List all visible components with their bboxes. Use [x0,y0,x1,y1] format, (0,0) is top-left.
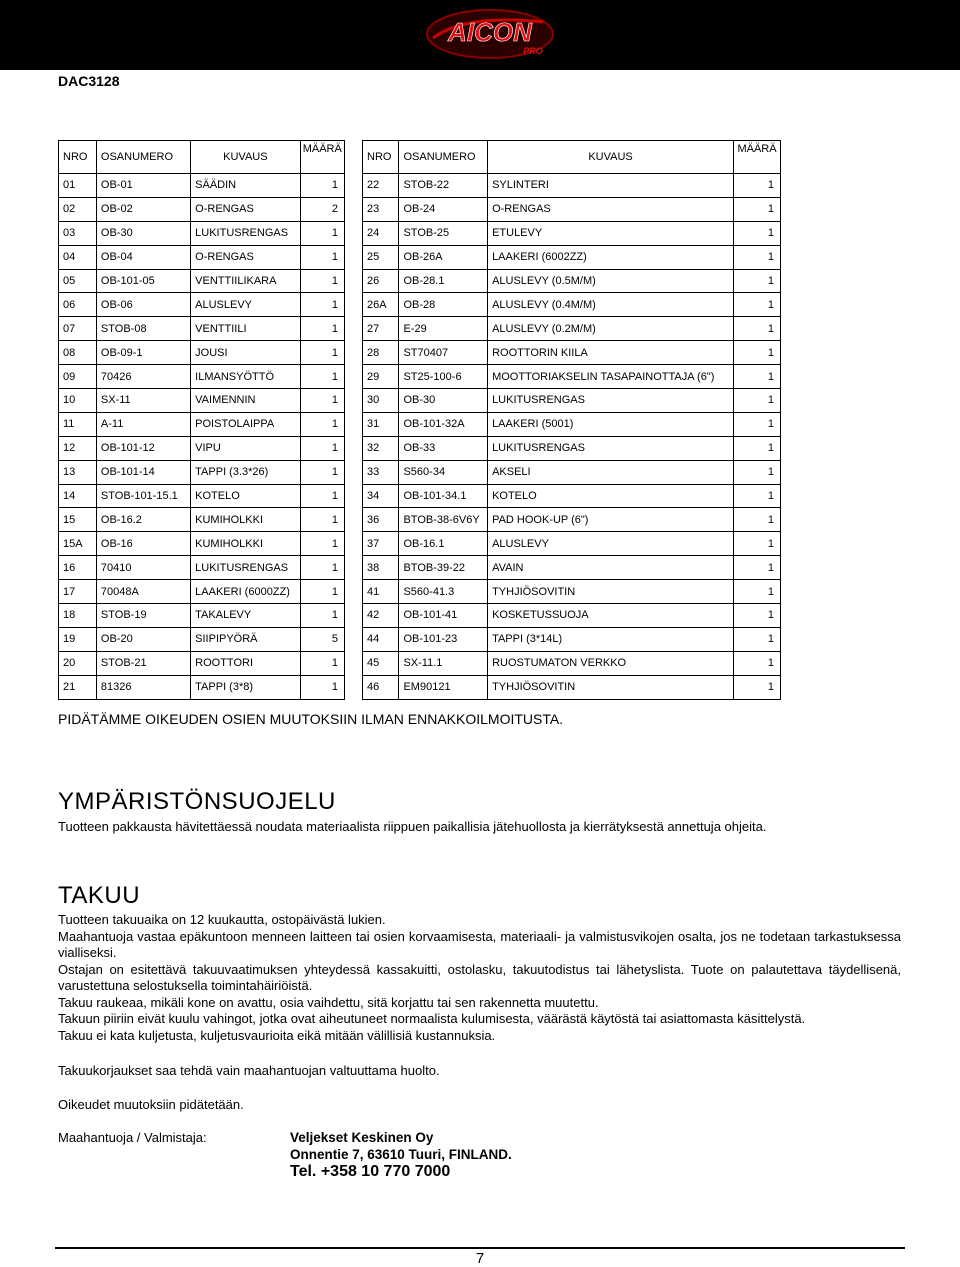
cell-nro: 33 [363,460,399,484]
header-bar [0,0,960,70]
cell-part-number: OB-101-32A [399,412,488,436]
table-row [363,627,781,651]
table-row [363,675,781,699]
cell-part-number: SX-11.1 [399,651,488,675]
cell-nro: 31 [363,412,399,436]
cell-nro: 13 [59,460,97,484]
cell-quantity: 1 [300,245,344,269]
cell-nro: 11 [59,412,97,436]
table-row [363,245,781,269]
cell-nro: 15 [59,508,97,532]
cell-part-number: OB-20 [96,627,190,651]
cell-description: AVAIN [488,556,734,580]
parts-table-left-body [59,174,345,700]
cell-nro: 46 [363,675,399,699]
cell-nro: 17 [59,580,97,604]
cell-part-number: OB-101-12 [96,436,190,460]
table-row [59,436,345,460]
cell-nro: 16 [59,556,97,580]
table-row [59,484,345,508]
cell-nro: 42 [363,604,399,628]
model-number: DAC3128 [58,73,120,89]
cell-description: KUMIHOLKKI [191,508,300,532]
cell-nro: 27 [363,317,399,341]
env-title: YMPÄRISTÖNSUOJELU [58,788,336,815]
cell-part-number: OB-16 [96,532,190,556]
parts-table-left [58,140,345,700]
cell-description: ALUSLEVY (0.5M/M) [488,269,734,293]
cell-description: LAAKERI (6002ZZ) [488,245,734,269]
cell-nro: 09 [59,365,97,389]
cell-quantity: 1 [734,389,781,413]
cell-nro: 38 [363,556,399,580]
table-row [363,341,781,365]
cell-nro: 12 [59,436,97,460]
cell-description: VAIMENNIN [191,389,300,413]
warranty-repairs [58,1063,901,1080]
cell-quantity: 1 [300,269,344,293]
table-row [59,675,345,699]
cell-description: MOOTTORIAKSELIN TASAPAINOTTAJA (6") [488,365,734,389]
cell-quantity: 1 [734,604,781,628]
cell-description: O-RENGAS [191,197,300,221]
cell-quantity: 1 [300,436,344,460]
cell-quantity: 1 [300,365,344,389]
table-row [363,651,781,675]
warranty-text [58,912,901,1044]
table-row [363,269,781,293]
table-row [363,532,781,556]
cell-quantity: 1 [734,675,781,699]
cell-description: LAAKERI (6000ZZ) [191,580,300,604]
cell-quantity: 1 [300,604,344,628]
cell-quantity: 1 [734,580,781,604]
table-row [363,389,781,413]
header-nro: NRO [363,141,399,174]
cell-quantity: 1 [300,460,344,484]
cell-quantity: 1 [300,556,344,580]
cell-part-number: 70426 [96,365,190,389]
cell-description: LAAKERI (5001) [488,412,734,436]
cell-part-number: OB-101-23 [399,627,488,651]
header-desc: KUVAUS [191,141,300,174]
cell-description: ALUSLEVY (0.4M/M) [488,293,734,317]
cell-quantity: 1 [300,484,344,508]
cell-part-number: OB-16.2 [96,508,190,532]
cell-nro: 22 [363,174,399,198]
cell-description: AKSELI [488,460,734,484]
table-row [363,580,781,604]
cell-quantity: 1 [734,341,781,365]
cell-quantity: 1 [734,627,781,651]
cell-nro: 10 [59,389,97,413]
cell-description: VIPU [191,436,300,460]
cell-quantity: 1 [300,317,344,341]
footer-divider [55,1247,905,1249]
page-number: 7 [475,1250,485,1267]
cell-part-number: A-11 [96,412,190,436]
warranty-title: TAKUU [58,882,141,909]
cell-quantity: 1 [734,365,781,389]
table-row [363,293,781,317]
cell-description: ILMANSYÖTTÖ [191,365,300,389]
table-row [59,389,345,413]
cell-part-number: OB-16.1 [399,532,488,556]
cell-description: ALUSLEVY (0.2M/M) [488,317,734,341]
cell-nro: 18 [59,604,97,628]
svg-text:AICON: AICON [448,17,532,47]
cell-quantity: 1 [300,341,344,365]
env-text [58,819,901,836]
cell-description: TAPPI (3*14L) [488,627,734,651]
cell-nro: 23 [363,197,399,221]
cell-nro: 29 [363,365,399,389]
table-row [59,293,345,317]
cell-description: PAD HOOK-UP (6") [488,508,734,532]
table-row [59,269,345,293]
cell-part-number: STOB-08 [96,317,190,341]
cell-nro: 07 [59,317,97,341]
aicon-logo [425,8,555,60]
cell-nro: 30 [363,389,399,413]
cell-nro: 24 [363,221,399,245]
cell-description: ALUSLEVY [191,293,300,317]
cell-part-number: BTOB-38-6V6Y [399,508,488,532]
table-row [59,556,345,580]
cell-part-number: STOB-19 [96,604,190,628]
importer-name: Veljekset Keskinen Oy [290,1130,434,1145]
cell-nro: 26 [363,269,399,293]
cell-part-number: EM90121 [399,675,488,699]
cell-nro: 20 [59,651,97,675]
cell-quantity: 1 [300,651,344,675]
cell-part-number: 70410 [96,556,190,580]
parts-table-right-body [363,174,781,700]
cell-nro: 14 [59,484,97,508]
cell-part-number: 70048A [96,580,190,604]
cell-part-number: BTOB-39-22 [399,556,488,580]
table-row [59,365,345,389]
cell-quantity: 1 [300,174,344,198]
cell-nro: 03 [59,221,97,245]
cell-part-number: OB-101-14 [96,460,190,484]
header-qty: MÄÄRÄ [734,141,781,174]
cell-description: LUKITUSRENGAS [488,389,734,413]
cell-quantity: 1 [734,651,781,675]
cell-description: RUOSTUMATON VERKKO [488,651,734,675]
importer-phone: Tel. +358 10 770 7000 [290,1163,451,1180]
cell-nro: 32 [363,436,399,460]
cell-quantity: 1 [734,508,781,532]
cell-part-number: OB-30 [399,389,488,413]
cell-quantity: 1 [734,293,781,317]
cell-part-number: S560-41.3 [399,580,488,604]
cell-quantity: 1 [734,484,781,508]
table-row [363,365,781,389]
table-header-row [363,141,781,174]
cell-description: ROOTTORI [191,651,300,675]
table-row [363,197,781,221]
cell-part-number: OB-01 [96,174,190,198]
svg-text:PRO: PRO [523,46,543,56]
cell-description: KOTELO [191,484,300,508]
cell-nro: 04 [59,245,97,269]
cell-nro: 28 [363,341,399,365]
header-part: OSANUMERO [96,141,190,174]
header-desc: KUVAUS [488,141,734,174]
cell-description: LUKITUSRENGAS [488,436,734,460]
cell-part-number: OB-30 [96,221,190,245]
table-row [363,412,781,436]
cell-quantity: 1 [300,580,344,604]
cell-description: SYLINTERI [488,174,734,198]
cell-part-number: OB-33 [399,436,488,460]
warranty-paragraph: Ostajan on esitettävä takuuvaatimuksen yhteydessä kassakuitti, ostolasku, takuutodistus tai lähetyslista. Tuote on palautettava täydellisenä, varustettuna selostuksella toimintahäiriöistä. [58,961,901,993]
cell-description: TAPPI (3.3*26) [191,460,300,484]
table-row [59,221,345,245]
table-row [363,221,781,245]
table-row [59,508,345,532]
table-row [363,604,781,628]
cell-quantity: 1 [734,174,781,198]
cell-description: ETULEVY [488,221,734,245]
cell-quantity: 1 [300,293,344,317]
table-row [59,341,345,365]
table-row [363,460,781,484]
cell-quantity: 1 [300,508,344,532]
warranty-paragraph: Takuu raukeaa, mikäli kone on avattu, osia vaihdettu, sitä korjattu tai sen rakennetta muutettu. [58,994,599,1010]
cell-quantity: 1 [734,245,781,269]
cell-part-number: STOB-25 [399,221,488,245]
cell-nro: 02 [59,197,97,221]
header-qty: MÄÄRÄ [300,141,344,174]
table-row [59,627,345,651]
table-row [59,245,345,269]
header-nro: NRO [59,141,97,174]
cell-nro: 19 [59,627,97,651]
cell-quantity: 1 [300,675,344,699]
cell-description: TYHJIÖSOVITIN [488,580,734,604]
table-row [59,174,345,198]
importer-info [290,1129,512,1180]
cell-quantity: 1 [734,221,781,245]
cell-nro: 37 [363,532,399,556]
cell-quantity: 1 [300,412,344,436]
cell-description: O-RENGAS [488,197,734,221]
cell-part-number: 81326 [96,675,190,699]
table-row [363,556,781,580]
cell-nro: 06 [59,293,97,317]
env-paragraph: Tuotteen pakkausta hävitettäessä noudata materiaalista riippuen paikallisia jätehuollosta ja kierrätyksestä annettuja ohjeita. [58,819,767,834]
cell-part-number: OB-02 [96,197,190,221]
cell-nro: 34 [363,484,399,508]
cell-part-number: OB-26A [399,245,488,269]
table-row [363,436,781,460]
cell-nro: 01 [59,174,97,198]
cell-quantity: 5 [300,627,344,651]
table-row [59,460,345,484]
rights-reserved-text: Oikeudet muutoksiin pidätetään. [58,1097,244,1112]
rights-reserved [58,1097,901,1114]
cell-description: KOSKETUSSUOJA [488,604,734,628]
cell-description: ALUSLEVY [488,532,734,556]
cell-part-number: STOB-101-15.1 [96,484,190,508]
cell-description: LUKITUSRENGAS [191,556,300,580]
cell-description: KOTELO [488,484,734,508]
notice-text: PIDÄTÄMME OIKEUDEN OSIEN MUUTOKSIIN ILMAN ENNAKKOILMOITUSTA. [58,711,564,727]
cell-quantity: 1 [300,532,344,556]
cell-nro: 05 [59,269,97,293]
cell-part-number: OB-04 [96,245,190,269]
cell-quantity: 1 [300,221,344,245]
table-row [59,651,345,675]
warranty-paragraph: Takuu ei kata kuljetusta, kuljetusvaurioita eikä mitään välillisiä kustannuksia. [58,1027,496,1043]
cell-quantity: 1 [734,532,781,556]
table-row [59,317,345,341]
cell-nro: 21 [59,675,97,699]
cell-part-number: SX-11 [96,389,190,413]
cell-description: SIIPIPYÖRÄ [191,627,300,651]
cell-part-number: OB-06 [96,293,190,317]
cell-description: POISTOLAIPPA [191,412,300,436]
cell-part-number: OB-101-34.1 [399,484,488,508]
warranty-paragraph: Tuotteen takuuaika on 12 kuukautta, ostopäivästä lukien. [58,912,386,927]
cell-description: O-RENGAS [191,245,300,269]
table-row [59,532,345,556]
cell-description: TYHJIÖSOVITIN [488,675,734,699]
cell-quantity: 1 [734,460,781,484]
cell-quantity: 1 [734,556,781,580]
table-row [363,317,781,341]
cell-nro: 36 [363,508,399,532]
table-row [363,508,781,532]
cell-description: VENTTIILI [191,317,300,341]
cell-quantity: 1 [734,317,781,341]
cell-nro: 26A [363,293,399,317]
cell-part-number: ST70407 [399,341,488,365]
cell-part-number: S560-34 [399,460,488,484]
cell-nro: 41 [363,580,399,604]
cell-quantity: 1 [300,389,344,413]
table-row [59,197,345,221]
importer-label: Maahantuoja / Valmistaja: [58,1130,207,1145]
cell-description: ROOTTORIN KIILA [488,341,734,365]
cell-quantity: 2 [300,197,344,221]
cell-nro: 45 [363,651,399,675]
cell-part-number: ST25-100-6 [399,365,488,389]
cell-part-number: OB-24 [399,197,488,221]
cell-part-number: OB-28.1 [399,269,488,293]
warranty-paragraph: Takuun piiriin eivät kuulu vahingot, jotka ovat aiheutuneet normaalista kulumisesta, väärästä käytöstä tai asiattomasta käsittelystä. [58,1011,806,1026]
cell-description: LUKITUSRENGAS [191,221,300,245]
cell-nro: 44 [363,627,399,651]
table-row [59,580,345,604]
header-part: OSANUMERO [399,141,488,174]
parts-table-right [362,140,781,700]
cell-quantity: 1 [734,412,781,436]
warranty-paragraph: Maahantuoja vastaa epäkuntoon menneen laitteen tai osien korvaamisesta, materiaali- ja valmistusvikojen osalta, jos ne todetaan tarkastuksessa vialliseksi. [58,928,901,960]
table-row [363,484,781,508]
cell-description: KUMIHOLKKI [191,532,300,556]
cell-part-number: OB-28 [399,293,488,317]
warranty-repairs-text: Takuukorjaukset saa tehdä vain maahantuojan valtuuttama huolto. [58,1063,440,1078]
cell-description: VENTTIILIKARA [191,269,300,293]
cell-part-number: OB-101-05 [96,269,190,293]
cell-description: SÄÄDIN [191,174,300,198]
cell-description: JOUSI [191,341,300,365]
cell-part-number: E-29 [399,317,488,341]
cell-quantity: 1 [734,436,781,460]
cell-part-number: STOB-22 [399,174,488,198]
table-row [59,412,345,436]
cell-description: TAKALEVY [191,604,300,628]
table-row [363,174,781,198]
cell-quantity: 1 [734,269,781,293]
cell-nro: 15A [59,532,97,556]
table-row [59,604,345,628]
cell-nro: 25 [363,245,399,269]
cell-part-number: OB-09-1 [96,341,190,365]
cell-quantity: 1 [734,197,781,221]
importer-address: Onnentie 7, 63610 Tuuri, FINLAND. [290,1147,512,1162]
cell-part-number: STOB-21 [96,651,190,675]
table-header-row [59,141,345,174]
cell-nro: 08 [59,341,97,365]
cell-part-number: OB-101-41 [399,604,488,628]
cell-description: TAPPI (3*8) [191,675,300,699]
